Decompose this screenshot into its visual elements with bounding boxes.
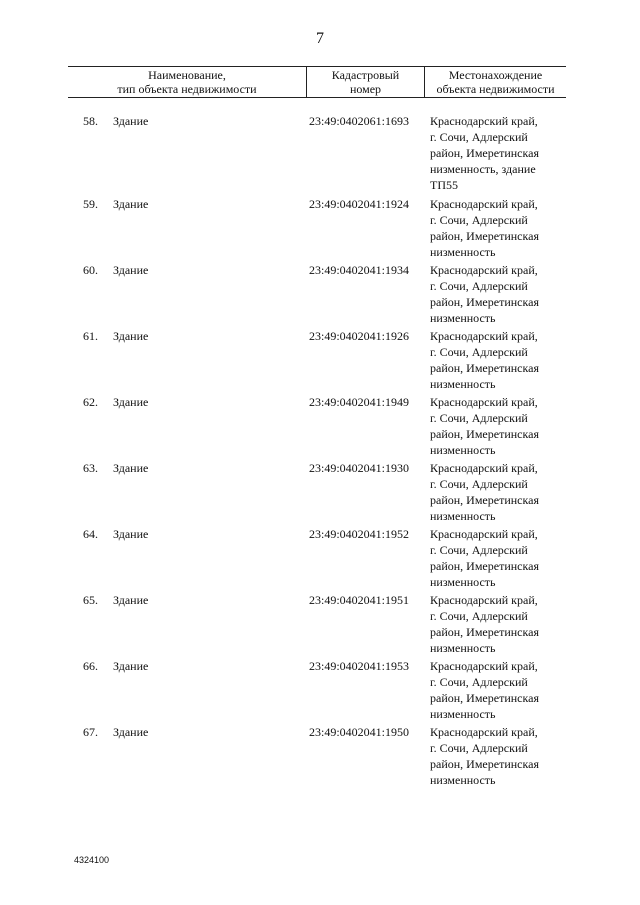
- row-number: 62.: [83, 395, 98, 409]
- cadastral-number: 23:49:0402041:1951: [309, 593, 410, 607]
- location-line: г. Сочи, Адлерский: [430, 477, 528, 491]
- location-line: низменность: [430, 377, 496, 391]
- cadastral-number: 23:49:0402041:1952: [309, 527, 410, 541]
- cadastral-number: 23:49:0402041:1950: [309, 725, 410, 739]
- location-line: Краснодарский край,: [430, 329, 538, 343]
- location-line: низменность, здание: [430, 162, 536, 176]
- cadastral-number: 23:49:0402041:1934: [309, 263, 410, 277]
- location-line: ТП55: [430, 178, 458, 192]
- cadastral-number: 23:49:0402041:1930: [309, 461, 410, 475]
- object-location: [430, 328, 570, 392]
- header-cadastral-line-1: Кадастровый: [331, 68, 400, 82]
- location-line: г. Сочи, Адлерский: [430, 130, 528, 144]
- object-location: [430, 724, 570, 788]
- location-line: низменность: [430, 311, 496, 325]
- row-number: 61.: [83, 329, 98, 343]
- row-number: 60.: [83, 263, 98, 277]
- row-number: 59.: [83, 197, 98, 211]
- header-cadastral-line-2: номер: [349, 82, 382, 96]
- row-number: 67.: [83, 725, 98, 739]
- header-name-type: [68, 67, 306, 97]
- object-location: [430, 526, 570, 590]
- object-type: Здание: [113, 593, 149, 607]
- object-type: Здание: [113, 114, 149, 128]
- header-name-line-1: Наименование,: [148, 68, 226, 82]
- location-line: г. Сочи, Адлерский: [430, 411, 528, 425]
- location-line: район, Имеретинская: [430, 757, 539, 771]
- header-location-line-2: объекта недвижимости: [436, 82, 555, 96]
- object-location: [430, 196, 570, 260]
- location-line: низменность: [430, 641, 496, 655]
- location-line: г. Сочи, Адлерский: [430, 609, 528, 623]
- location-line: г. Сочи, Адлерский: [430, 213, 528, 227]
- header-location: [424, 67, 566, 97]
- location-line: г. Сочи, Адлерский: [430, 741, 528, 755]
- location-line: низменность: [430, 509, 496, 523]
- object-location: [430, 658, 570, 722]
- object-type: Здание: [113, 263, 149, 277]
- object-type: Здание: [113, 197, 149, 211]
- object-location: [430, 394, 570, 458]
- location-line: низменность: [430, 773, 496, 787]
- object-type: Здание: [113, 725, 149, 739]
- header-name-line-2: тип объекта недвижимости: [117, 82, 257, 96]
- cadastral-number: 23:49:0402041:1953: [309, 659, 410, 673]
- cadastral-number: 23:49:0402061:1693: [309, 114, 410, 128]
- location-line: Краснодарский край,: [430, 527, 538, 541]
- cadastral-number: 23:49:0402041:1949: [309, 395, 410, 409]
- page-number: 7: [316, 30, 324, 47]
- row-number: 64.: [83, 527, 98, 541]
- object-location: [430, 460, 570, 524]
- location-line: Краснодарский край,: [430, 593, 538, 607]
- row-number: 65.: [83, 593, 98, 607]
- cadastral-number: 23:49:0402041:1924: [309, 197, 410, 211]
- location-line: г. Сочи, Адлерский: [430, 675, 528, 689]
- location-line: г. Сочи, Адлерский: [430, 543, 528, 557]
- header-cadastral-number: [306, 67, 424, 97]
- row-number: 66.: [83, 659, 98, 673]
- row-number: 63.: [83, 461, 98, 475]
- document-code: 4324100: [74, 855, 110, 865]
- location-line: район, Имеретинская: [430, 295, 539, 309]
- location-line: низменность: [430, 575, 496, 589]
- location-line: район, Имеретинская: [430, 625, 539, 639]
- table-header: [68, 66, 566, 98]
- location-line: район, Имеретинская: [430, 427, 539, 441]
- location-line: низменность: [430, 245, 496, 259]
- location-line: Краснодарский край,: [430, 263, 538, 277]
- header-location-line-1: Местонахождение: [448, 68, 543, 82]
- object-type: Здание: [113, 395, 149, 409]
- row-number: 58.: [83, 114, 98, 128]
- location-line: Краснодарский край,: [430, 114, 538, 128]
- object-location: [430, 113, 570, 193]
- location-line: район, Имеретинская: [430, 493, 539, 507]
- location-line: Краснодарский край,: [430, 725, 538, 739]
- location-line: низменность: [430, 707, 496, 721]
- location-line: район, Имеретинская: [430, 229, 539, 243]
- object-type: Здание: [113, 527, 149, 541]
- location-line: район, Имеретинская: [430, 691, 539, 705]
- location-line: Краснодарский край,: [430, 395, 538, 409]
- location-line: район, Имеретинская: [430, 559, 539, 573]
- location-line: г. Сочи, Адлерский: [430, 345, 528, 359]
- object-type: Здание: [113, 329, 149, 343]
- cadastral-number: 23:49:0402041:1926: [309, 329, 410, 343]
- object-location: [430, 592, 570, 656]
- location-line: г. Сочи, Адлерский: [430, 279, 528, 293]
- location-line: Краснодарский край,: [430, 197, 538, 211]
- location-line: район, Имеретинская: [430, 361, 539, 375]
- object-type: Здание: [113, 659, 149, 673]
- object-location: [430, 262, 570, 326]
- location-line: Краснодарский край,: [430, 659, 538, 673]
- location-line: район, Имеретинская: [430, 146, 539, 160]
- location-line: низменность: [430, 443, 496, 457]
- location-line: Краснодарский край,: [430, 461, 538, 475]
- object-type: Здание: [113, 461, 149, 475]
